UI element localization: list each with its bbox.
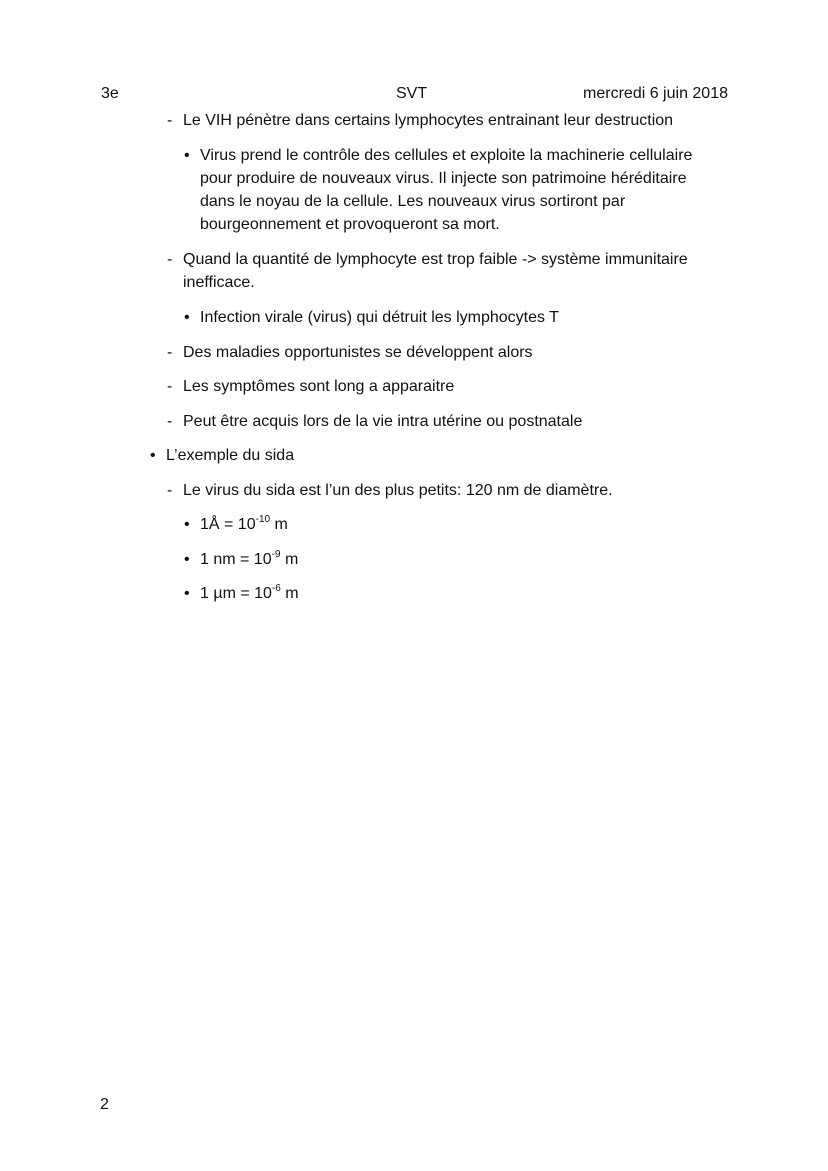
- list-item: [184, 144, 724, 236]
- formula-exponent: -9: [271, 548, 281, 560]
- list-item: [167, 109, 727, 132]
- list-item: [167, 479, 727, 502]
- list-item: [184, 548, 724, 571]
- list-item: [184, 582, 724, 605]
- header-subject: SVT: [396, 85, 428, 102]
- bullet-marker: •: [184, 516, 190, 533]
- list-item-text: Le virus du sida est l’un des plus petits: 120 nm de diamètre.: [183, 482, 613, 499]
- bullet-marker: •: [184, 309, 190, 326]
- dash-marker: -: [167, 482, 173, 499]
- formula-unit: m: [270, 516, 288, 533]
- header-date: mercredi 6 juin 2018: [583, 85, 728, 102]
- list-item-text: L’exemple du sida: [166, 447, 295, 464]
- list-item: [167, 375, 727, 398]
- bullet-marker: •: [184, 585, 190, 602]
- list-item: [167, 410, 727, 433]
- formula-unit: m: [280, 585, 299, 602]
- list-item-text: Les symptômes sont long a apparaitre: [183, 378, 455, 395]
- dash-marker: -: [167, 112, 173, 129]
- list-item-text: Peut être acquis lors de la vie intra utérine ou postnatale: [183, 413, 583, 430]
- list-item-text: [200, 548, 724, 571]
- page-number: 2: [100, 1096, 109, 1113]
- formula-base: 1 nm = 10: [200, 551, 272, 568]
- bullet-marker: •: [184, 551, 190, 568]
- list-item: [167, 248, 727, 294]
- dash-marker: -: [167, 251, 173, 268]
- header-class: 3e: [101, 85, 119, 102]
- page-header: [0, 82, 828, 105]
- formula-exponent: -6: [271, 582, 281, 594]
- list-item-text: Virus prend le contrôle des cellules et exploite la machinerie cellulaire pour produire de nouveaux virus. Il injecte son patrimoine héréditaire dans le noyau de la cellule. Les nouveaux virus sortiront par bourgeonnement et provoqueront sa mort.: [200, 147, 693, 233]
- list-item-text: [200, 582, 724, 605]
- list-item-text: Des maladies opportunistes se développent alors: [183, 344, 533, 361]
- dash-marker: -: [167, 413, 173, 430]
- list-item-text: Quand la quantité de lymphocyte est trop faible -> système immunitaire inefficace.: [183, 251, 688, 291]
- formula-base: 1Å = 10: [200, 516, 256, 533]
- dash-marker: -: [167, 378, 173, 395]
- bullet-marker: •: [150, 447, 156, 464]
- formula-unit: m: [280, 551, 299, 568]
- list-item: [184, 306, 724, 329]
- formula-exponent: -10: [255, 513, 271, 525]
- formula-base: 1 µm = 10: [200, 585, 272, 602]
- list-item-text: [200, 513, 724, 536]
- list-item-text: Le VIH pénètre dans certains lymphocytes entrainant leur destruction: [183, 112, 674, 129]
- bullet-marker: •: [184, 147, 190, 164]
- list-item: [167, 341, 727, 364]
- list-item-text: Infection virale (virus) qui détruit les lymphocytes T: [200, 309, 559, 326]
- list-item: [184, 513, 724, 536]
- dash-marker: -: [167, 344, 173, 361]
- list-item: [150, 444, 720, 467]
